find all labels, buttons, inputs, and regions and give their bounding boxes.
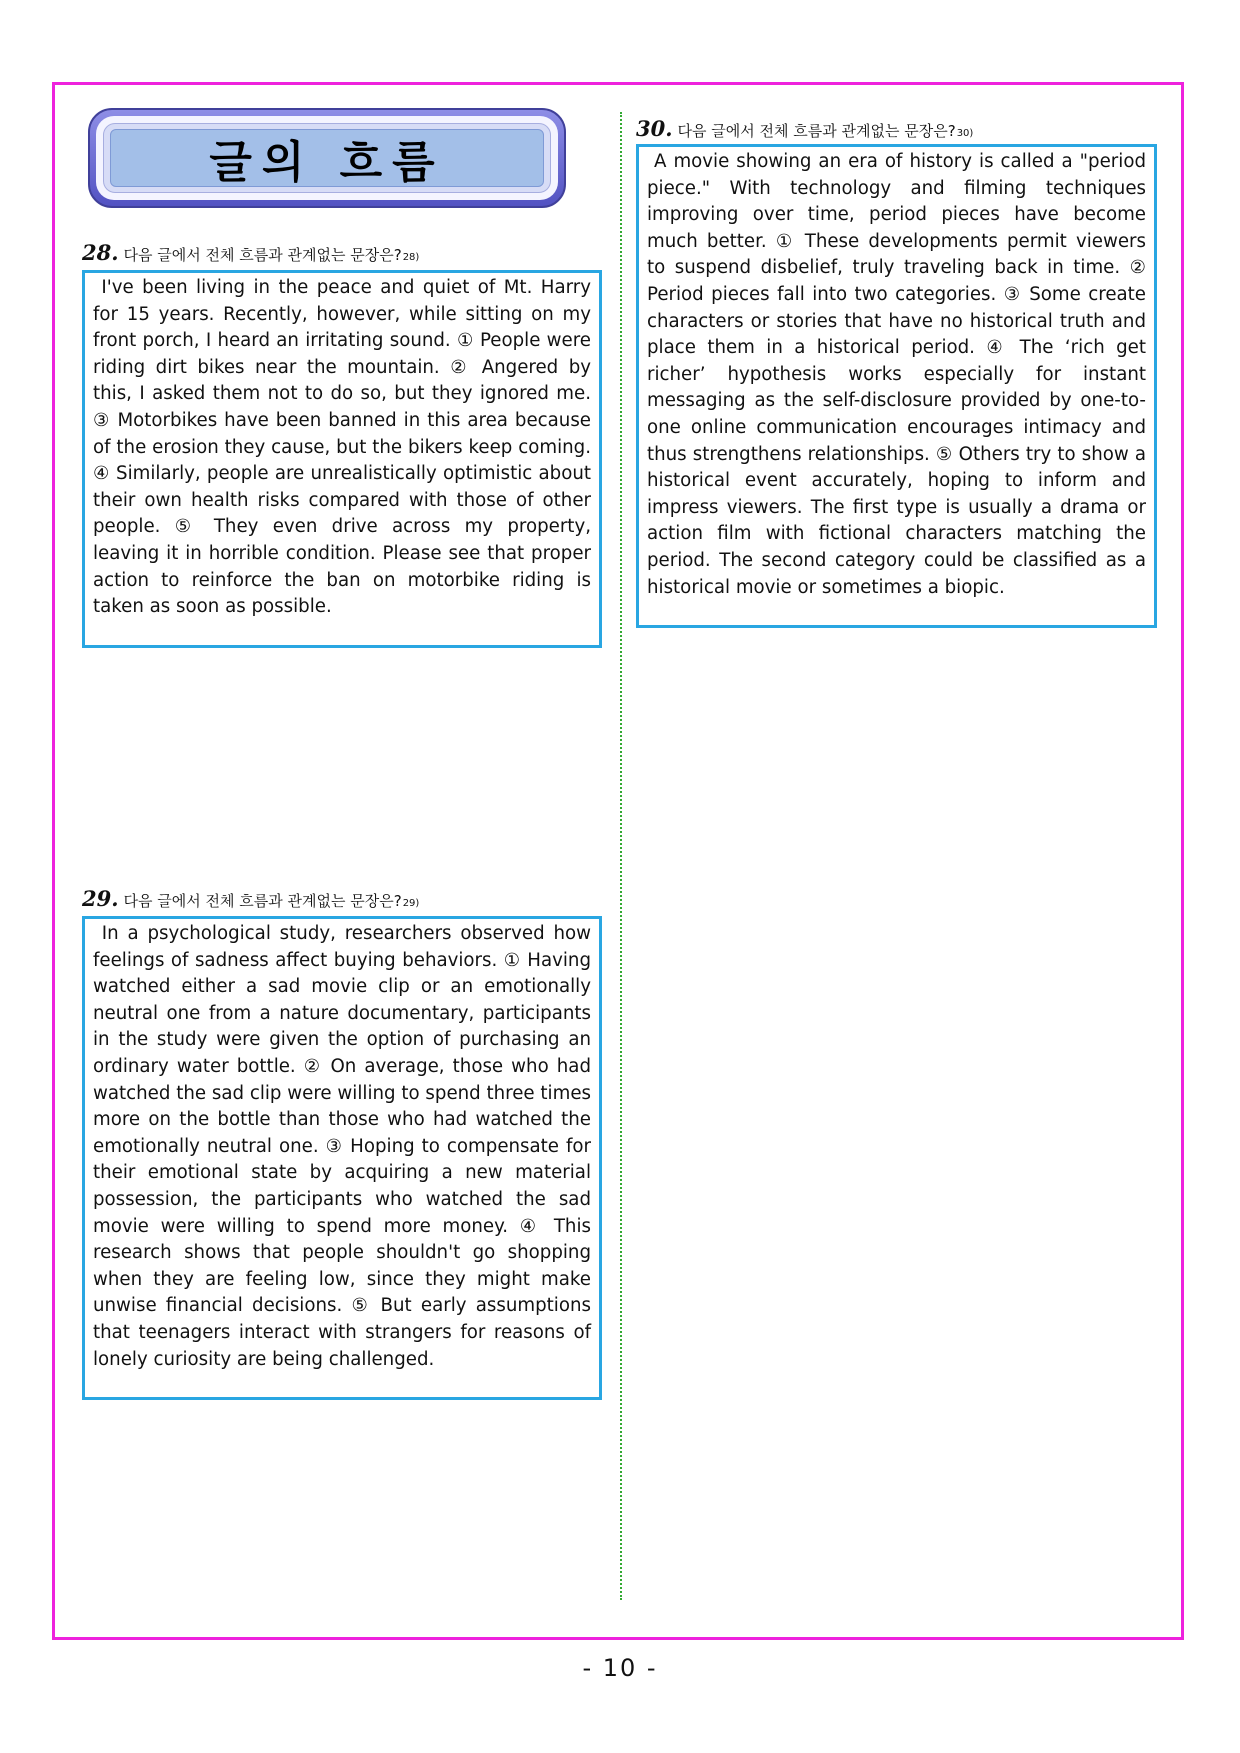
question-30-header	[636, 116, 973, 141]
question-number: 30.	[636, 116, 673, 141]
question-prompt: 다음 글에서 전체 흐름과 관계없는 문장은?	[123, 246, 402, 264]
question-29-passage: In a psychological study, researchers observed how feelings of sadness affect buying behaviors. ① Having watched either a sad movie clip or an emotionally neutral one from a nature documentary, participants in the study were given the option of purchasing an ordinary water bottle. ② On average, those who had watched the sad clip were willing to spend three times more on the bottle than those who had watched the emotionally neutral one. ③ Hoping to compensate for their emotional state by acquiring a new material possession, the participants who watched the sad movie were willing to spend more money. ④ This research shows that people shouldn't go shopping when they are feeling low, since they might make unwise financial decisions. ⑤ But early assumptions that teenagers interact with strangers for reasons of lonely curiosity are being challenged.	[82, 916, 602, 1400]
footnote-ref: 30)	[956, 128, 974, 139]
question-28-passage: I've been living in the peace and quiet of Mt. Harry for 15 years. Recently, however, while sitting on my front porch, I heard an irritating sound. ① People were riding dirt bikes near the mountain. ② Angered by this, I asked them not to do so, but they ignored me. ③ Motorbikes have been banned in this area because of the erosion they cause, but the bikers keep coming. ④ Similarly, people are unrealistically optimistic about their own health risks compared with those of other people. ⑤ They even drive across my property, leaving it in horrible condition. Please see that proper action to reinforce the ban on motorbike riding is taken as soon as possible.	[82, 270, 602, 648]
page-number: - 10 -	[582, 1654, 658, 1682]
column-divider	[620, 112, 622, 1600]
question-number: 28.	[82, 240, 119, 265]
footnote-ref: 28)	[402, 252, 420, 263]
question-prompt: 다음 글에서 전체 흐름과 관계없는 문장은?	[123, 892, 402, 910]
footnote-ref: 29)	[402, 898, 420, 909]
question-number: 29.	[82, 886, 119, 911]
section-title-banner	[88, 108, 566, 208]
question-29-header	[82, 886, 419, 911]
section-title: 글의 흐름	[209, 137, 445, 188]
question-28-header	[82, 240, 419, 265]
banner-panel	[110, 129, 544, 187]
question-30-passage: A movie showing an era of history is called a "period piece." With technology and filming techniques improving over time, period pieces have become much better. ① These developments permit viewers to suspend disbelief, truly traveling back in time. ② Period pieces fall into two categories. ③ Some create characters or stories that have no historical truth and place them in a historical period. ④ The ‘rich get richer’ hypothesis works especially for instant messaging as the self-disclosure provided by one-to-one online communication encourages intimacy and thus strengthens relationships. ⑤ Others try to show a historical event accurately, hoping to inform and impress viewers. The first type is usually a drama or action film with fictional characters matching the period. The second category could be classified as a historical movie or sometimes a biopic.	[636, 144, 1157, 628]
question-prompt: 다음 글에서 전체 흐름과 관계없는 문장은?	[677, 122, 956, 140]
